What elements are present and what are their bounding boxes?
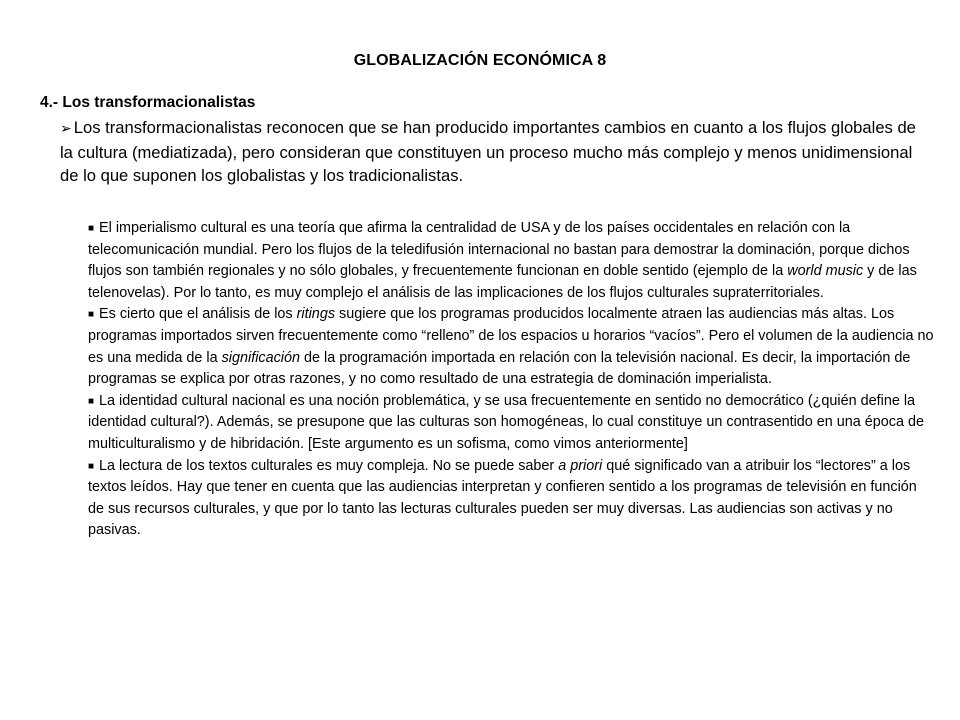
page-title: GLOBALIZACIÓN ECONÓMICA 8 bbox=[353, 52, 607, 69]
bullet-text: Es cierto que el análisis de los bbox=[99, 306, 297, 323]
square-bullet-icon: ■ bbox=[88, 395, 95, 407]
square-bullet-icon: ■ bbox=[88, 460, 95, 472]
bullet-item bbox=[88, 218, 936, 304]
bullet-text: qué significado van a atribuir los “lectores” a los textos leídos. Hay que tener en cuenta que las audiencias interpretan y confieren sentido a los programas de televisión en función de sus recursos culturales, y que por lo tanto las lecturas culturales pueden ser muy diversas. Las audiencias son activas y no pasivas. bbox=[88, 457, 917, 539]
arrow-bullet-icon: ➢ bbox=[60, 120, 72, 136]
square-bullet-icon: ■ bbox=[88, 223, 95, 234]
section-heading: 4.- Los transformacionalistas bbox=[40, 94, 256, 111]
bullet-text: El imperialismo cultural es una teoría que afirma la centralidad de USA y de los países occidentales en relación con la telecomunicación mundial. Pero los flujos de la teledifusión internacional no bastan para demostrar la dominación, porque dichos flujos son también regionales y no sólo globales, y frecuentemente funcionan en doble sentido (ejemplo de la bbox=[88, 220, 910, 280]
bullet-item bbox=[88, 391, 936, 456]
bullet-text: de la programación importada en relación con la televisión nacional. Es decir, la importación de programas se explica por otras razones, y no como resultado de una estrategia de dominación imperialista. bbox=[88, 349, 911, 388]
bullet-list bbox=[88, 218, 936, 542]
bullet-emphasis: world music bbox=[787, 263, 864, 280]
bullet-item bbox=[88, 456, 936, 542]
bullet-emphasis: ritings bbox=[296, 306, 336, 323]
bullet-emphasis: significación bbox=[221, 349, 300, 366]
square-bullet-icon: ■ bbox=[88, 309, 95, 321]
lead-text: Los transformacionalistas reconocen que se han producido importantes cambios en cuanto a los flujos globales de la cultura (mediatizada), pero consideran que constituyen un proceso mucho más complejo y menos unidimensional de lo que suponen los globalistas y los tradicionalistas. bbox=[60, 118, 916, 185]
bullet-text: y de las telenovelas). Por lo tanto, es muy complejo el análisis de las implicaciones de los flujos culturales supraterritoriales. bbox=[88, 263, 917, 301]
lead-paragraph bbox=[60, 116, 930, 188]
bullet-emphasis: a priori bbox=[558, 457, 603, 474]
bullet-item bbox=[88, 304, 936, 390]
bullet-text: La identidad cultural nacional es una noción problemática, y se usa frecuentemente en sentido no democrático (¿quién define la identidad cultural?). Además, se presupone que las culturas son homogéneas, lo cual constituye un contrasentido en una época de multiculturalismo y de hibridación. [Este argumento es un sofisma, como vimos anteriormente] bbox=[88, 392, 925, 452]
bullet-text: sugiere que los programas producidos localmente atraen las audiencias más altas. Los programas importados sirven frecuentemente como “relleno” de los espacios u horarios “vacíos”. Pero el volumen de la audiencia no es una medida de la bbox=[88, 306, 934, 366]
bullet-text: La lectura de los textos culturales es muy compleja. No se puede saber bbox=[99, 457, 559, 474]
